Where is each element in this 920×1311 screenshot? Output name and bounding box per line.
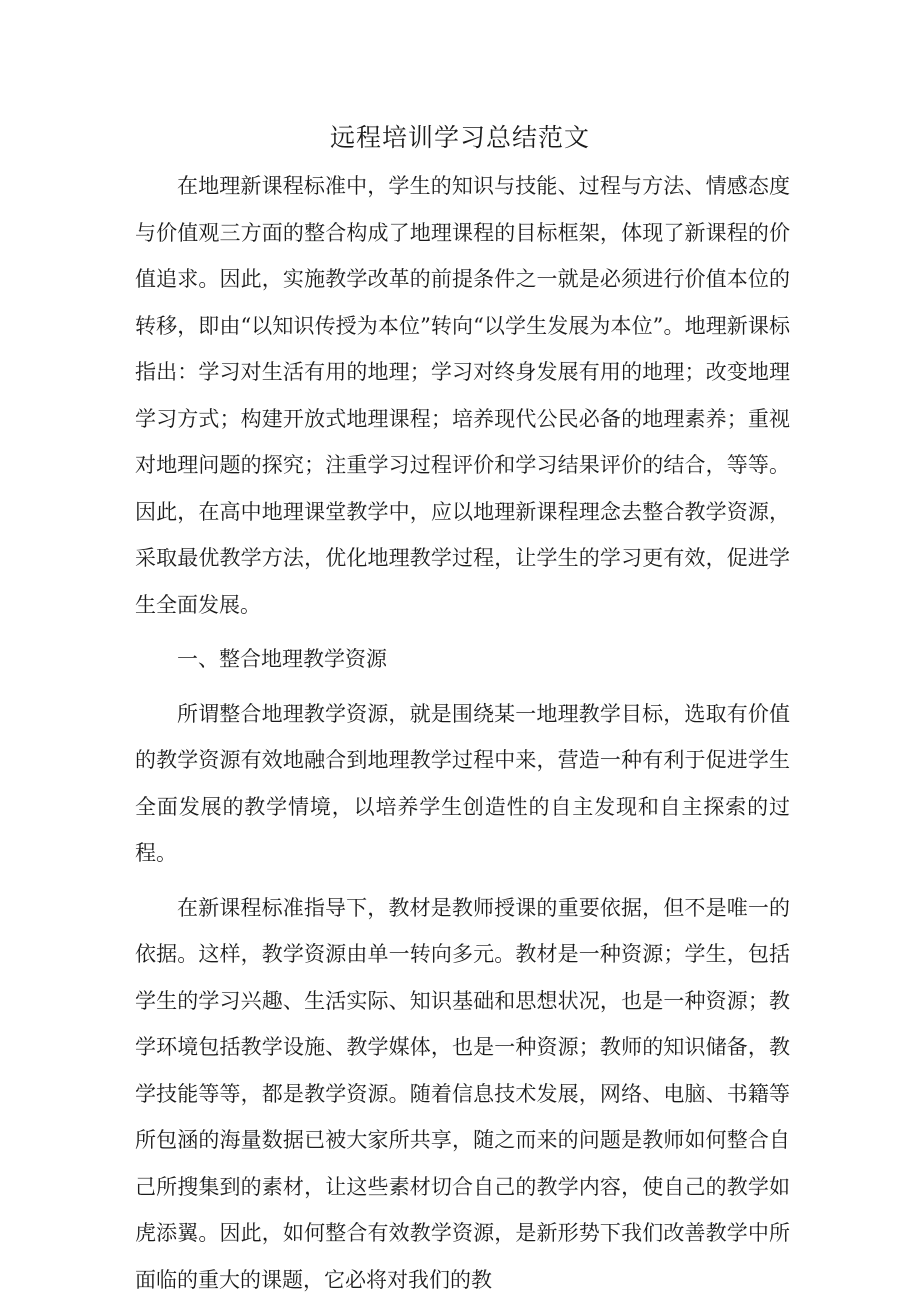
paragraph-intro: 在地理新课程标准中，学生的知识与技能、过程与方法、情感态度与价值观三方面的整合构成了地理课程的目标框架，体现了新课程的价值追求。因此，实施教学改革的前提条件之一就是必须进行价值本位的转移，即由“以知识传授为本位”转向“以学生发展为本位”。地理新课标指出：学习对生活有用的地理；学习对终身发展有用的地理；改变地理学习方式；构建开放式地理课程；培养现代公民必备的地理素养；重视对地理问题的探究；注重学习过程评价和学习结果评价的结合，等等。因此，在高中地理课堂教学中，应以地理新课程理念去整合教学资源，采取最优教学方法，优化地理教学过程，让学生的学习更有效，促进学生全面发展。 xyxy=(135,174,790,617)
document-body xyxy=(135,163,790,1311)
paragraph-resources: 在新课程标准指导下，教材是教师授课的重要依据，但不是唯一的依据。这样，教学资源由单一转向多元。教材是一种资源；学生，包括学生的学习兴趣、生活实际、知识基础和思想状况，也是一种资源；教学环境包括教学设施、教学媒体，也是一种资源；教师的知识储备，教学技能等等，都是教学资源。随着信息技术发展，网络、电脑、书籍等所包涵的海量数据已被大家所共享，随之而来的问题是教师如何整合自己所搜集到的素材，让这些素材切合自己的教学内容，使自己的教学如虎添翼。因此，如何整合有效教学资源，是新形势下我们改善教学中所面临的重大的课题，它必将对我们的教 xyxy=(135,895,790,1292)
paragraph-definition: 所谓整合地理教学资源，就是围绕某一地理教学目标，选取有价值的教学资源有效地融合到地理教学过程中来，营造一种有利于促进学生全面发展的教学情境，以培养学生创造性的自主发现和自主探索的过程。 xyxy=(135,701,790,865)
section-heading-1: 一、整合地理教学资源 xyxy=(177,647,387,671)
document-title: 远程培训学习总结范文 xyxy=(329,123,590,152)
